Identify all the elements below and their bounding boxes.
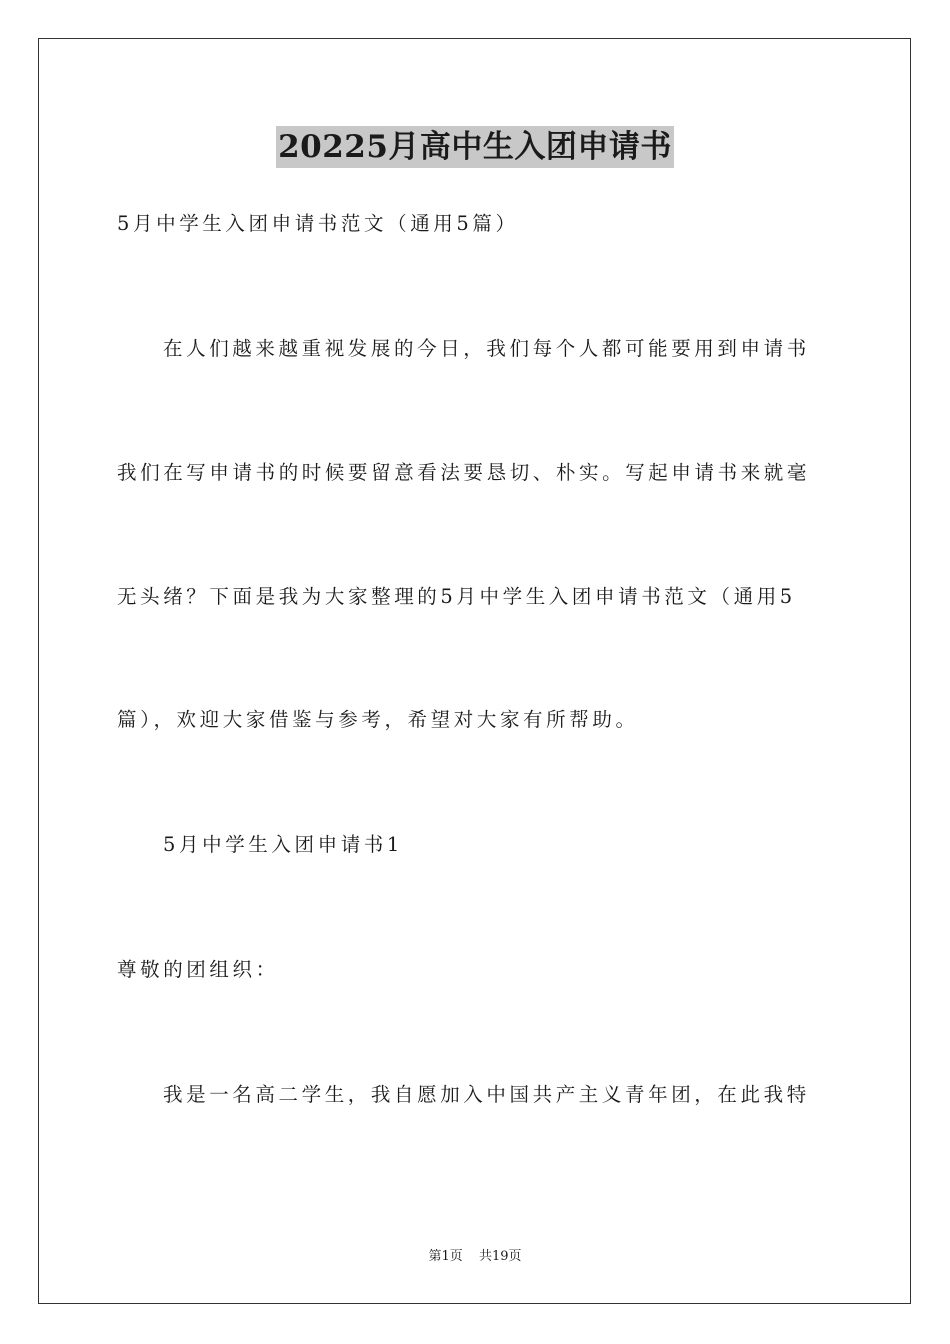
subtitle-line: 5月中学生入团申请书范文（通用5篇） [117,212,519,235]
paragraph-line: 篇），欢迎大家借鉴与参考，希望对大家有所帮助。 [117,708,639,731]
paragraph-line: 我是一名高二学生，我自愿加入中国共产主义青年团，在此我特 [163,1083,810,1106]
salutation-line: 尊敬的团组织： [117,958,279,981]
page-total: 共19页 [478,1249,522,1264]
page-footer [0,1248,950,1266]
document-title: 20225月高中生入团申请书 [276,126,674,168]
paragraph-line: 在人们越来越重视发展的今日，我们每个人都可能要用到申请书 [163,337,810,360]
section-heading: 5月中学生入团申请书1 [163,833,403,856]
paragraph-line: 我们在写申请书的时候要留意看法要恳切、朴实。写起申请书来就毫 [117,461,811,484]
title-container [0,126,950,168]
paragraph-line: 无头绪？下面是我为大家整理的5月中学生入团申请书范文（通用5 [117,585,796,608]
page-number: 第1页 [428,1249,463,1264]
